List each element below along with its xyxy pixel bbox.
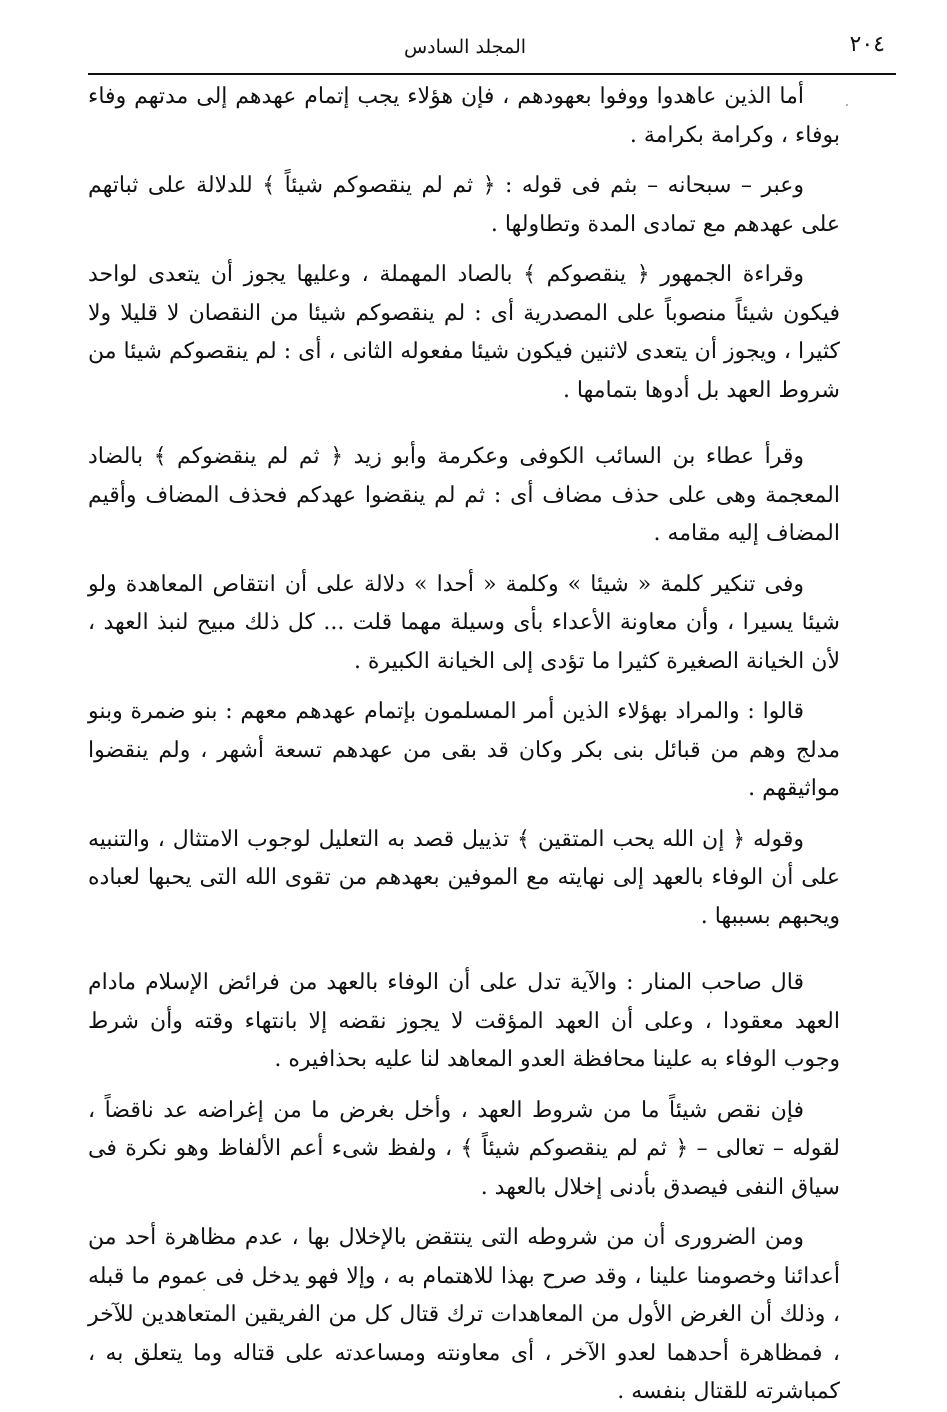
paragraph: وفى تنكير كلمة « شيئا » وكلمة « أحدا » دلالة على أن انتقاص المعاهدة ولو شيئا يسيرا ، وأن معاونة الأعداء بأى وسيلة مهما قلت ... كل ذلك مبيح لنبذ العهد ، لأن الخيانة الصغيرة كثيرا ما تؤدى إلى الخيانة الكبيرة .: [88, 571, 840, 674]
scan-speck: [846, 104, 848, 106]
paragraph: ومن الضرورى أن من شروطه التى ينتقض بالإخلال بها ، عدم مظاهرة أحد من أعدائنا وخصومنا علينا ، وقد صرح بهذا للاهتمام به ، وإلا فهو يدخل فى عموم ما قبله ، وذلك أن الغرض الأول من المعاهدات ترك قتال كل من الفريقين المتعاهدين للآخر ، فمظاهرة أحدهما لعدو الآخر ، أى معاونته ومساعدته على قتاله وما يتعلق به ، كمباشرته للقتال بنفسه .: [88, 1225, 840, 1404]
paragraph: وعبر – سبحانه – بثم فى قوله : ﴿ ثم لم ينقصوكم شيئاً ﴾ للدلالة على ثباتهم على عهدهم مع تمادى المدة وتطاولها .: [88, 173, 840, 237]
scan-speck: [203, 1289, 205, 1291]
paragraph: وقوله ﴿ إن الله يحب المتقين ﴾ تذييل قصد به التعليل لوجوب الامتثال ، والتنبيه على أن الوفاء بالعهد إلى نهايته مع الموفين بعهدهم من تقوى الله التى يحبها لعباده ويحبهم بسببها .: [88, 826, 840, 929]
paragraph: وقراءة الجمهور ﴿ ينقصوكم ﴾ بالصاد المهملة ، وعليها يجوز أن يتعدى لواحد فيكون شيئاً منصوباً على المصدرية أى : لم ينقصوكم شيئا من النقصان لا قليلا ولا كثيرا ، ويجوز أن يتعدى لاثنين فيكون شيئا مفعوله الثانى ، أى : لم ينقصوكم شيئا من شروط العهد بل أدوها بتمامها .: [88, 262, 840, 403]
paragraph: فإن نقص شيئاً ما من شروط العهد ، وأخل بغرض ما من إغراضه عد ناقضاً ، لقوله – تعالى – ﴿ ثم لم ينقصوكم شيئاً ﴾ ، ولفظ شىء أعم الألفاظ وهو نكرة فى سياق النفى فيصدق بأدنى إخلال بالعهد .: [88, 1097, 840, 1200]
paragraph: وقرأ عطاء بن السائب الكوفى وعكرمة وأبو زيد ﴿ ثم لم ينقضوكم ﴾ بالضاد المعجمة وهى على حذف مضاف أى : ثم لم ينقضوا عهدكم فحذف المضاف وأقيم المضاف إليه مقامه .: [88, 444, 840, 546]
paragraph: قال صاحب المنار : والآية تدل على أن الوفاء بالعهد من فرائض الإسلام مادام العهد معقودا ، وعلى أن العهد المؤقت لا يجوز نقضه إلا بانتهاء وقته وأن شرط وجوب الوفاء به علينا محافظة العدو المعاهد لنا عليه بحذافيره .: [88, 970, 840, 1072]
paragraph: قالوا : والمراد بهؤلاء الذين أمر المسلمون بإتمام عهدهم معهم : بنو ضمرة وبنو مدلج وهم من قبائل بنى بكر وكان قد بقى من عهدهم تسعة أشهر ، ولم ينقضوا مواثيقهم .: [88, 699, 840, 801]
header-rule: [88, 73, 896, 75]
paragraph: أما الذين عاهدوا ووفوا بعهودهم ، فإن هؤلاء يجب إتمام عهدهم إلى مدتهم وفاء بوفاء ، وكرامة بكرامة .: [88, 84, 840, 148]
running-head: المجلد السادس: [403, 36, 527, 58]
body-text: [88, 78, 840, 1412]
page-number: ٢٠٤: [849, 32, 885, 57]
